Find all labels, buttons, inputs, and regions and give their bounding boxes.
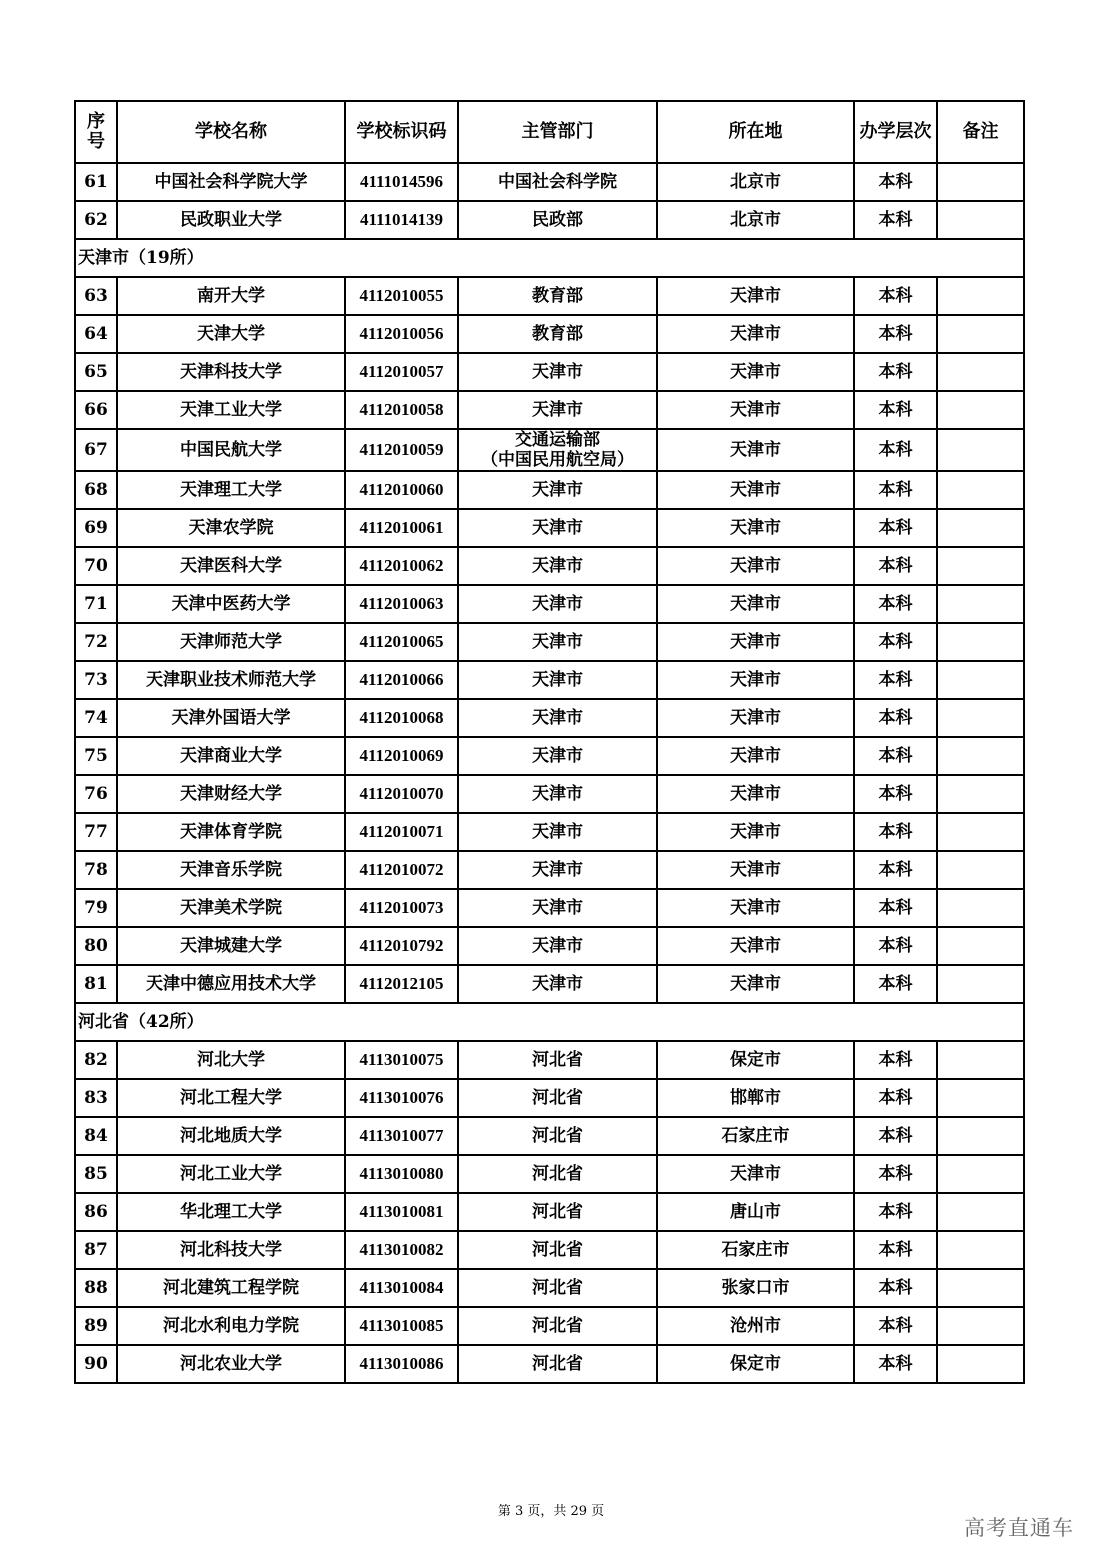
cell-note bbox=[937, 1307, 1024, 1345]
table-row bbox=[75, 163, 1024, 201]
cell-name: 河北农业大学 bbox=[117, 1345, 345, 1383]
cell-location: 天津市 bbox=[657, 585, 854, 623]
cell-dept: 天津市 bbox=[458, 775, 657, 813]
cell-note bbox=[937, 471, 1024, 509]
header-code: 学校标识码 bbox=[345, 101, 458, 163]
cell-dept: 教育部 bbox=[458, 277, 657, 315]
cell-dept: 河北省 bbox=[458, 1079, 657, 1117]
cell-seq: 83 bbox=[75, 1079, 117, 1117]
cell-code: 4112010792 bbox=[345, 927, 458, 965]
cell-dept: 天津市 bbox=[458, 547, 657, 585]
cell-level: 本科 bbox=[854, 889, 937, 927]
cell-note bbox=[937, 429, 1024, 471]
cell-name: 天津职业技术师范大学 bbox=[117, 661, 345, 699]
cell-level: 本科 bbox=[854, 623, 937, 661]
cell-note bbox=[937, 201, 1024, 239]
cell-dept: 天津市 bbox=[458, 509, 657, 547]
table-row bbox=[75, 1269, 1024, 1307]
cell-level: 本科 bbox=[854, 1193, 937, 1231]
cell-level: 本科 bbox=[854, 1231, 937, 1269]
cell-level: 本科 bbox=[854, 737, 937, 775]
cell-name: 河北工业大学 bbox=[117, 1155, 345, 1193]
cell-level: 本科 bbox=[854, 585, 937, 623]
cell-level: 本科 bbox=[854, 851, 937, 889]
table-row bbox=[75, 1041, 1024, 1079]
cell-name: 天津商业大学 bbox=[117, 737, 345, 775]
cell-level: 本科 bbox=[854, 429, 937, 471]
cell-dept: 天津市 bbox=[458, 471, 657, 509]
cell-name: 河北科技大学 bbox=[117, 1231, 345, 1269]
cell-note bbox=[937, 277, 1024, 315]
cell-location: 北京市 bbox=[657, 201, 854, 239]
header-level: 办学层次 bbox=[854, 101, 937, 163]
cell-location: 保定市 bbox=[657, 1041, 854, 1079]
cell-dept: 天津市 bbox=[458, 927, 657, 965]
cell-name: 天津城建大学 bbox=[117, 927, 345, 965]
cell-code: 4112010072 bbox=[345, 851, 458, 889]
cell-code: 4113010077 bbox=[345, 1117, 458, 1155]
cell-code: 4113010080 bbox=[345, 1155, 458, 1193]
table-row bbox=[75, 471, 1024, 509]
cell-code: 4112010073 bbox=[345, 889, 458, 927]
cell-name: 天津理工大学 bbox=[117, 471, 345, 509]
cell-name: 天津音乐学院 bbox=[117, 851, 345, 889]
table-row bbox=[75, 927, 1024, 965]
cell-location: 沧州市 bbox=[657, 1307, 854, 1345]
cell-name: 民政职业大学 bbox=[117, 201, 345, 239]
cell-note bbox=[937, 851, 1024, 889]
cell-level: 本科 bbox=[854, 509, 937, 547]
cell-seq: 73 bbox=[75, 661, 117, 699]
header-dept: 主管部门 bbox=[458, 101, 657, 163]
table-row bbox=[75, 623, 1024, 661]
cell-location: 天津市 bbox=[657, 547, 854, 585]
cell-note bbox=[937, 315, 1024, 353]
cell-level: 本科 bbox=[854, 1041, 937, 1079]
cell-code: 4113010082 bbox=[345, 1231, 458, 1269]
cell-location: 天津市 bbox=[657, 1155, 854, 1193]
cell-note bbox=[937, 1155, 1024, 1193]
table-row bbox=[75, 547, 1024, 585]
cell-name: 华北理工大学 bbox=[117, 1193, 345, 1231]
cell-code: 4112010068 bbox=[345, 699, 458, 737]
cell-note bbox=[937, 1117, 1024, 1155]
cell-note bbox=[937, 699, 1024, 737]
header-name: 学校名称 bbox=[117, 101, 345, 163]
cell-note bbox=[937, 1041, 1024, 1079]
cell-note bbox=[937, 1193, 1024, 1231]
cell-location: 天津市 bbox=[657, 471, 854, 509]
table-row bbox=[75, 1307, 1024, 1345]
cell-seq: 81 bbox=[75, 965, 117, 1003]
cell-code: 4113010075 bbox=[345, 1041, 458, 1079]
cell-location: 邯郸市 bbox=[657, 1079, 854, 1117]
cell-level: 本科 bbox=[854, 353, 937, 391]
cell-dept: 天津市 bbox=[458, 585, 657, 623]
cell-dept: 河北省 bbox=[458, 1041, 657, 1079]
cell-dept: 天津市 bbox=[458, 851, 657, 889]
cell-location: 保定市 bbox=[657, 1345, 854, 1383]
cell-dept: 天津市 bbox=[458, 391, 657, 429]
cell-location: 天津市 bbox=[657, 353, 854, 391]
cell-code: 4113010085 bbox=[345, 1307, 458, 1345]
table-row bbox=[75, 737, 1024, 775]
cell-location: 天津市 bbox=[657, 813, 854, 851]
cell-name: 河北地质大学 bbox=[117, 1117, 345, 1155]
cell-level: 本科 bbox=[854, 813, 937, 851]
cell-name: 天津医科大学 bbox=[117, 547, 345, 585]
universities-table bbox=[74, 100, 1025, 1384]
cell-code: 4113010076 bbox=[345, 1079, 458, 1117]
cell-seq: 72 bbox=[75, 623, 117, 661]
cell-seq: 84 bbox=[75, 1117, 117, 1155]
cell-seq: 74 bbox=[75, 699, 117, 737]
cell-name: 天津中医药大学 bbox=[117, 585, 345, 623]
cell-location: 天津市 bbox=[657, 927, 854, 965]
table-row bbox=[75, 315, 1024, 353]
cell-name: 天津美术学院 bbox=[117, 889, 345, 927]
table-row bbox=[75, 201, 1024, 239]
cell-dept: 河北省 bbox=[458, 1155, 657, 1193]
cell-code: 4113010084 bbox=[345, 1269, 458, 1307]
cell-dept: 河北省 bbox=[458, 1117, 657, 1155]
cell-code: 4112010062 bbox=[345, 547, 458, 585]
cell-name: 天津农学院 bbox=[117, 509, 345, 547]
section-row bbox=[75, 1003, 1024, 1041]
cell-dept: 河北省 bbox=[458, 1193, 657, 1231]
cell-location: 石家庄市 bbox=[657, 1117, 854, 1155]
section-label: 河北省（42所） bbox=[75, 1003, 1024, 1041]
cell-note bbox=[937, 163, 1024, 201]
cell-seq: 87 bbox=[75, 1231, 117, 1269]
cell-dept: 河北省 bbox=[458, 1345, 657, 1383]
cell-level: 本科 bbox=[854, 471, 937, 509]
table-row bbox=[75, 661, 1024, 699]
table-row bbox=[75, 1231, 1024, 1269]
cell-note bbox=[937, 965, 1024, 1003]
cell-dept: 民政部 bbox=[458, 201, 657, 239]
cell-code: 4113010086 bbox=[345, 1345, 458, 1383]
cell-location: 石家庄市 bbox=[657, 1231, 854, 1269]
cell-level: 本科 bbox=[854, 927, 937, 965]
table-row bbox=[75, 391, 1024, 429]
cell-code: 4112010061 bbox=[345, 509, 458, 547]
cell-level: 本科 bbox=[854, 699, 937, 737]
table-row bbox=[75, 429, 1024, 471]
cell-location: 天津市 bbox=[657, 509, 854, 547]
cell-location: 北京市 bbox=[657, 163, 854, 201]
cell-dept: 天津市 bbox=[458, 353, 657, 391]
cell-name: 南开大学 bbox=[117, 277, 345, 315]
table-row bbox=[75, 1117, 1024, 1155]
cell-seq: 82 bbox=[75, 1041, 117, 1079]
cell-note bbox=[937, 391, 1024, 429]
cell-code: 4112010071 bbox=[345, 813, 458, 851]
cell-seq: 88 bbox=[75, 1269, 117, 1307]
cell-seq: 67 bbox=[75, 429, 117, 471]
cell-dept: 交通运输部 （中国民用航空局） bbox=[458, 429, 657, 471]
cell-dept: 天津市 bbox=[458, 813, 657, 851]
cell-level: 本科 bbox=[854, 391, 937, 429]
cell-seq: 70 bbox=[75, 547, 117, 585]
cell-note bbox=[937, 813, 1024, 851]
cell-level: 本科 bbox=[854, 315, 937, 353]
cell-name: 天津师范大学 bbox=[117, 623, 345, 661]
cell-level: 本科 bbox=[854, 965, 937, 1003]
cell-name: 河北大学 bbox=[117, 1041, 345, 1079]
cell-code: 4112010055 bbox=[345, 277, 458, 315]
cell-seq: 75 bbox=[75, 737, 117, 775]
cell-level: 本科 bbox=[854, 1307, 937, 1345]
section-row bbox=[75, 239, 1024, 277]
section-label: 天津市（19所） bbox=[75, 239, 1024, 277]
header-seq: 序号 bbox=[75, 101, 117, 163]
table-row bbox=[75, 889, 1024, 927]
cell-code: 4111014139 bbox=[345, 201, 458, 239]
cell-code: 4112010056 bbox=[345, 315, 458, 353]
header-note: 备注 bbox=[937, 101, 1024, 163]
cell-name: 天津中德应用技术大学 bbox=[117, 965, 345, 1003]
cell-location: 天津市 bbox=[657, 737, 854, 775]
cell-dept: 天津市 bbox=[458, 661, 657, 699]
cell-name: 天津体育学院 bbox=[117, 813, 345, 851]
cell-note bbox=[937, 509, 1024, 547]
cell-dept: 天津市 bbox=[458, 965, 657, 1003]
cell-code: 4112010063 bbox=[345, 585, 458, 623]
cell-level: 本科 bbox=[854, 1117, 937, 1155]
cell-seq: 66 bbox=[75, 391, 117, 429]
cell-location: 天津市 bbox=[657, 315, 854, 353]
cell-location: 唐山市 bbox=[657, 1193, 854, 1231]
cell-level: 本科 bbox=[854, 661, 937, 699]
cell-name: 中国社会科学院大学 bbox=[117, 163, 345, 201]
cell-dept: 河北省 bbox=[458, 1231, 657, 1269]
cell-note bbox=[937, 585, 1024, 623]
cell-level: 本科 bbox=[854, 1079, 937, 1117]
cell-level: 本科 bbox=[854, 1155, 937, 1193]
cell-name: 河北工程大学 bbox=[117, 1079, 345, 1117]
cell-note bbox=[937, 353, 1024, 391]
table-row bbox=[75, 1193, 1024, 1231]
cell-level: 本科 bbox=[854, 1269, 937, 1307]
cell-location: 天津市 bbox=[657, 965, 854, 1003]
cell-note bbox=[937, 1269, 1024, 1307]
cell-level: 本科 bbox=[854, 547, 937, 585]
cell-dept: 天津市 bbox=[458, 889, 657, 927]
table-header-row bbox=[75, 101, 1024, 163]
cell-location: 天津市 bbox=[657, 851, 854, 889]
cell-note bbox=[937, 1345, 1024, 1383]
cell-code: 4112010065 bbox=[345, 623, 458, 661]
cell-seq: 63 bbox=[75, 277, 117, 315]
cell-seq: 71 bbox=[75, 585, 117, 623]
cell-seq: 86 bbox=[75, 1193, 117, 1231]
table-row bbox=[75, 509, 1024, 547]
cell-dept: 教育部 bbox=[458, 315, 657, 353]
cell-code: 4113010081 bbox=[345, 1193, 458, 1231]
cell-level: 本科 bbox=[854, 277, 937, 315]
cell-level: 本科 bbox=[854, 775, 937, 813]
table-row bbox=[75, 1155, 1024, 1193]
cell-code: 4112010069 bbox=[345, 737, 458, 775]
table-row bbox=[75, 775, 1024, 813]
cell-note bbox=[937, 775, 1024, 813]
cell-note bbox=[937, 623, 1024, 661]
cell-code: 4112010060 bbox=[345, 471, 458, 509]
cell-seq: 79 bbox=[75, 889, 117, 927]
cell-dept: 天津市 bbox=[458, 737, 657, 775]
table-row bbox=[75, 277, 1024, 315]
cell-code: 4112010059 bbox=[345, 429, 458, 471]
cell-level: 本科 bbox=[854, 1345, 937, 1383]
cell-name: 天津大学 bbox=[117, 315, 345, 353]
cell-seq: 61 bbox=[75, 163, 117, 201]
cell-name: 天津科技大学 bbox=[117, 353, 345, 391]
cell-name: 河北建筑工程学院 bbox=[117, 1269, 345, 1307]
cell-code: 4112010058 bbox=[345, 391, 458, 429]
table-row bbox=[75, 813, 1024, 851]
table-row bbox=[75, 851, 1024, 889]
cell-note bbox=[937, 547, 1024, 585]
header-location: 所在地 bbox=[657, 101, 854, 163]
cell-note bbox=[937, 1231, 1024, 1269]
cell-seq: 68 bbox=[75, 471, 117, 509]
cell-location: 天津市 bbox=[657, 889, 854, 927]
cell-location: 天津市 bbox=[657, 661, 854, 699]
cell-name: 中国民航大学 bbox=[117, 429, 345, 471]
cell-seq: 69 bbox=[75, 509, 117, 547]
cell-note bbox=[937, 927, 1024, 965]
table-row bbox=[75, 1079, 1024, 1117]
cell-code: 4112010057 bbox=[345, 353, 458, 391]
cell-dept: 河北省 bbox=[458, 1269, 657, 1307]
cell-level: 本科 bbox=[854, 163, 937, 201]
cell-seq: 90 bbox=[75, 1345, 117, 1383]
cell-seq: 76 bbox=[75, 775, 117, 813]
cell-seq: 80 bbox=[75, 927, 117, 965]
table-row bbox=[75, 353, 1024, 391]
table-row bbox=[75, 965, 1024, 1003]
cell-seq: 62 bbox=[75, 201, 117, 239]
cell-note bbox=[937, 737, 1024, 775]
cell-seq: 65 bbox=[75, 353, 117, 391]
cell-name: 河北水利电力学院 bbox=[117, 1307, 345, 1345]
page-footer: 第 3 页，共 29 页 bbox=[497, 1504, 605, 1519]
cell-dept: 天津市 bbox=[458, 699, 657, 737]
cell-code: 4112010066 bbox=[345, 661, 458, 699]
cell-note bbox=[937, 661, 1024, 699]
cell-dept: 天津市 bbox=[458, 623, 657, 661]
cell-seq: 77 bbox=[75, 813, 117, 851]
cell-level: 本科 bbox=[854, 201, 937, 239]
table-row bbox=[75, 585, 1024, 623]
table-row bbox=[75, 1345, 1024, 1383]
cell-location: 天津市 bbox=[657, 277, 854, 315]
cell-code: 4111014596 bbox=[345, 163, 458, 201]
cell-name: 天津外国语大学 bbox=[117, 699, 345, 737]
cell-code: 4112010070 bbox=[345, 775, 458, 813]
cell-code: 4112012105 bbox=[345, 965, 458, 1003]
cell-location: 天津市 bbox=[657, 623, 854, 661]
cell-seq: 64 bbox=[75, 315, 117, 353]
cell-dept: 中国社会科学院 bbox=[458, 163, 657, 201]
cell-location: 张家口市 bbox=[657, 1269, 854, 1307]
cell-location: 天津市 bbox=[657, 429, 854, 471]
cell-name: 天津财经大学 bbox=[117, 775, 345, 813]
cell-dept: 河北省 bbox=[458, 1307, 657, 1345]
cell-note bbox=[937, 889, 1024, 927]
table-row bbox=[75, 699, 1024, 737]
cell-name: 天津工业大学 bbox=[117, 391, 345, 429]
cell-location: 天津市 bbox=[657, 391, 854, 429]
cell-location: 天津市 bbox=[657, 699, 854, 737]
cell-seq: 89 bbox=[75, 1307, 117, 1345]
cell-location: 天津市 bbox=[657, 775, 854, 813]
cell-note bbox=[937, 1079, 1024, 1117]
cell-seq: 85 bbox=[75, 1155, 117, 1193]
cell-seq: 78 bbox=[75, 851, 117, 889]
watermark: 高考直通车 bbox=[964, 1516, 1074, 1540]
